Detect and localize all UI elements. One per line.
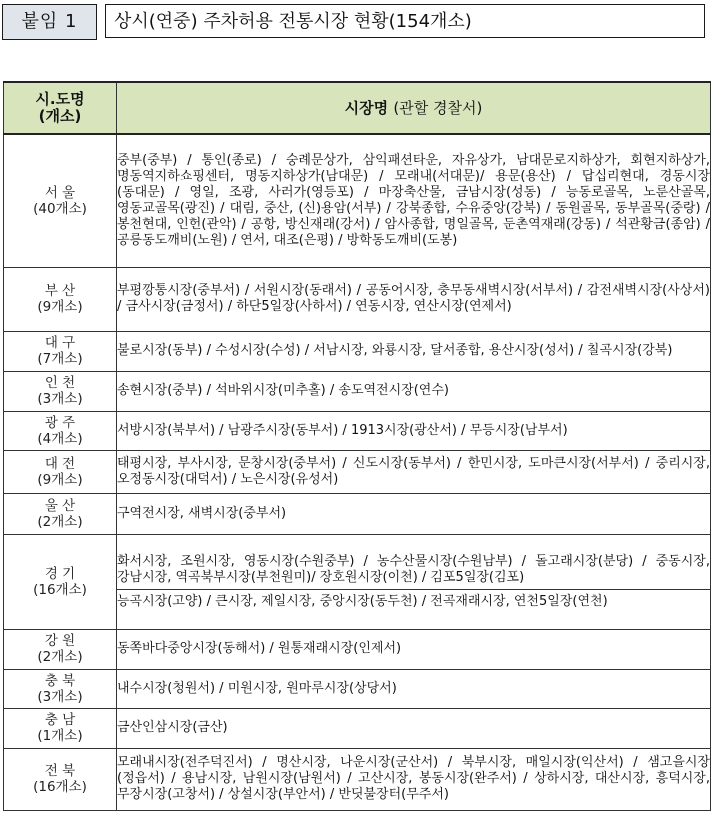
market-list: 서방시장(북부서) / 남광주시장(동부서) / 1913시장(광산서) / 무등시장(남부서) [117, 411, 711, 450]
table-row [4, 493, 711, 534]
market-list: 송현시장(중부) / 석바위시장(미추홀) / 송도역전시장(연수) [117, 371, 711, 411]
region-name: 대 전 [44, 455, 76, 472]
table-row [4, 450, 711, 493]
attachment-label: 붙임 1 [2, 4, 97, 40]
region-name: 대 구 [44, 335, 76, 351]
market-list: 태평시장, 부사시장, 문창시장(중부서) / 신도시장(동부서) / 한민시장, 도마큰시장(서부서) / 중리시장, 오정동시장(대덕서) / 노은시장(유성서) [117, 450, 711, 493]
region-count: (16개소) [33, 779, 87, 795]
region-count: (16개소) [33, 581, 87, 598]
region-count: (2개소) [37, 513, 83, 530]
market-list: 부평깡통시장(중부서) / 서원시장(동래서) / 공동어시장, 충무동새벽시장(서부서) / 감전새벽시장(사상서) / 금사시장(금정서) / 하단5일장(사하서) / 연동시장, 연산시장(연제서) [117, 267, 711, 331]
market-list-part2: 능곡시장(고양) / 큰시장, 제일시장, 중앙시장(동두천) / 전곡재래시장, 연천5일장(연천) [117, 593, 608, 609]
table-row [4, 331, 711, 371]
market-list: 중부(중부) / 통인(종로) / 숭례문상가, 삼익패션타운, 자유상가, 남대문로지하상가, 회현지하상가, 명동역지하쇼핑센터, 명동지하상가(남대문) / 모래내(서대문)/ 용문(용산) / 답십리현대, 경동시장(동대문) / 영일, 조광, 사러가(영등포) / 마장축산물, 금남시장(성동) / 능동로골목, 노룬산골목, 영동교골목(광진) / 대림, 중산, (신)용암(서부) / 강북종합, 수유중앙(강북) / 동원골목, 동부골목(중랑) / 봉천현대, 인헌(관악) / 공항, 방신재래(강서) / 암사종합, 명일골목, 둔촌역재래(강동) / 석관황금(종암) / 공릉동도깨비(노원) / 연서, 대조(은평) / 방학동도깨비(도봉) [117, 134, 711, 267]
region-count: (1개소) [37, 728, 83, 744]
header-market-label: 시장명 [344, 98, 389, 117]
region-cell [4, 267, 117, 331]
market-list: 불로시장(동부) / 수성시장(수성) / 서남시장, 와룡시장, 달서종합, 용산시장(성서) / 칠곡시장(강북) [117, 331, 711, 371]
region-count: (3개소) [37, 391, 83, 407]
header-market [117, 82, 711, 134]
market-list: 모래내시장(전주덕진서) / 명산시장, 나운시장(군산서) / 북부시장, 매일시장(익산서) / 샘고을시장(정읍서) / 용남시장, 남원시장(남원서) / 고산시장, 봉동시장(완주서) / 상하시장, 대산시장, 흥덕시장, 무장시장(고창서) / 상설시장(부안서) / 반딧불장터(무주서) [117, 748, 711, 810]
table-row [4, 371, 711, 411]
region-name: 충 남 [44, 712, 76, 728]
table-row [4, 708, 711, 748]
region-count: (4개소) [37, 430, 83, 447]
table-row [4, 134, 711, 267]
region-name: 서 울 [44, 184, 76, 201]
table-row [4, 411, 711, 450]
region-cell [4, 708, 117, 748]
region-name: 전 북 [44, 763, 76, 779]
header-market-suffix: (관할 경찰서) [393, 98, 483, 117]
table-header-row [4, 82, 711, 134]
region-cell [4, 534, 117, 629]
region-name: 부 산 [44, 283, 76, 299]
region-count: (40개소) [33, 200, 87, 217]
region-cell [4, 669, 117, 708]
market-list-part1: 화서시장, 조원시장, 영동시장(수원중부) / 농수산물시장(수원남부) / 돌고래시장(분당) / 중동시장, 강남시장, 역곡북부시장(부천원미)/ 장호원시장(이천) / 김포5일장(김포) [117, 553, 710, 585]
region-cell [4, 450, 117, 493]
table-row [4, 748, 711, 810]
region-cell [4, 134, 117, 267]
table-row [4, 534, 711, 629]
market-list: 동쪽바다중앙시장(동해서) / 원통재래시장(인제서) [117, 629, 711, 669]
market-list [117, 534, 711, 629]
header-region [4, 82, 117, 134]
region-name: 충 북 [44, 672, 76, 689]
region-count: (7개소) [37, 351, 83, 367]
region-count: (2개소) [37, 649, 83, 665]
market-table [3, 81, 711, 811]
region-name: 경 기 [44, 565, 76, 582]
region-cell [4, 331, 117, 371]
table-row [4, 267, 711, 331]
region-name: 울 산 [44, 497, 76, 514]
region-cell [4, 629, 117, 669]
region-name: 광 주 [44, 414, 76, 431]
region-cell [4, 748, 117, 810]
region-cell [4, 411, 117, 450]
header-region-line2: (개소) [38, 107, 82, 125]
market-list: 구역전시장, 새벽시장(중부서) [117, 493, 711, 534]
document-title: 상시(연중) 주차허용 전통시장 현황(154개소) [105, 4, 705, 38]
market-list: 내수시장(청원서) / 미원시장, 원마루시장(상당서) [117, 669, 711, 708]
region-name: 강 원 [44, 633, 76, 649]
region-cell [4, 493, 117, 534]
region-cell [4, 371, 117, 411]
table-row [4, 669, 711, 708]
region-count: (9개소) [37, 299, 83, 315]
table-row [4, 629, 711, 669]
region-count: (9개소) [37, 471, 83, 488]
market-list: 금산인삼시장(금산) [117, 708, 711, 748]
header-region-line1: 시.도명 [35, 90, 85, 108]
region-name: 인 천 [44, 375, 76, 391]
region-count: (3개소) [37, 688, 83, 705]
